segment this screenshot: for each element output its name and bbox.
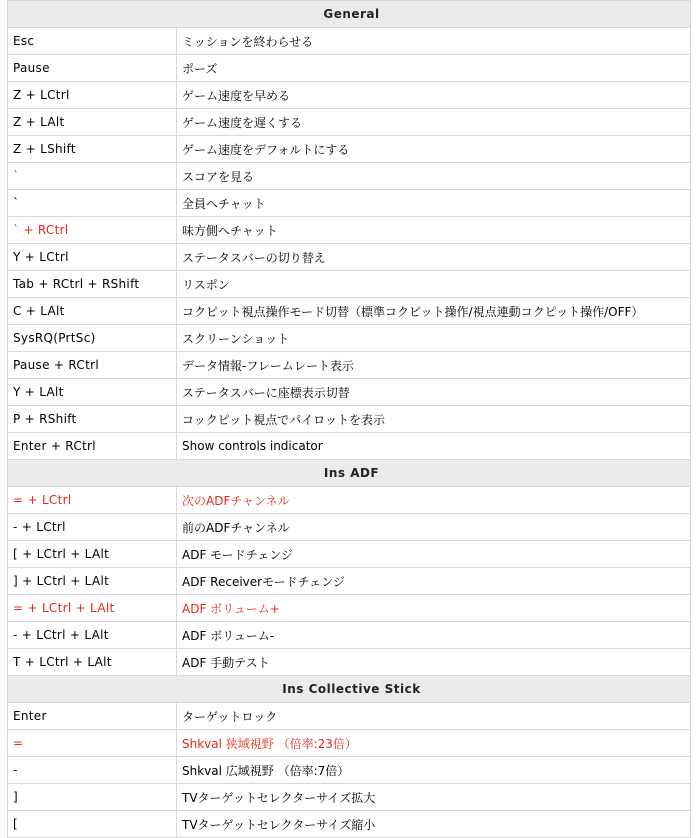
key-combo-cell: Pause + RCtrl [8, 352, 177, 379]
table-row [8, 406, 691, 433]
table-row [8, 514, 691, 541]
action-cell: ADF ボリューム- [177, 622, 691, 649]
table-row [8, 568, 691, 595]
action-cell: ミッションを終わらせる [177, 28, 691, 55]
table-row [8, 163, 691, 190]
action-cell: リスポン [177, 271, 691, 298]
key-combo-cell: ` [8, 163, 177, 190]
action-cell: ゲーム速度を遅くする [177, 109, 691, 136]
table-row [8, 784, 691, 811]
action-cell: 全員へチャット [177, 190, 691, 217]
table-row [8, 703, 691, 730]
action-cell: 次のADFチャンネル [177, 487, 691, 514]
action-cell: TVターゲットセレクターサイズ縮小 [177, 811, 691, 838]
table-row [8, 379, 691, 406]
key-combo-cell: Tab + RCtrl + RShift [8, 271, 177, 298]
action-cell: スクリーンショット [177, 325, 691, 352]
action-cell: コックピット視点でパイロットを表示 [177, 406, 691, 433]
section-title: General [8, 1, 691, 28]
key-combo-cell: Z + LAlt [8, 109, 177, 136]
keybinding-page [7, 0, 690, 838]
table-row [8, 811, 691, 838]
key-combo-cell: = [8, 730, 177, 757]
section-title: Ins ADF [8, 460, 691, 487]
section-header-row [8, 1, 691, 28]
key-combo-cell: Enter [8, 703, 177, 730]
table-row [8, 55, 691, 82]
table-row [8, 487, 691, 514]
key-combo-cell: C + LAlt [8, 298, 177, 325]
section-title: Ins Collective Stick [8, 676, 691, 703]
key-combo-cell: ] [8, 784, 177, 811]
table-row [8, 190, 691, 217]
key-combo-cell: Pause [8, 55, 177, 82]
table-row [8, 730, 691, 757]
table-row [8, 271, 691, 298]
key-combo-cell: ` + RCtrl [8, 217, 177, 244]
action-cell: コクピット視点操作モード切替（標準コクピット操作/視点連動コクピット操作/OFF） [177, 298, 691, 325]
key-combo-cell: - + LCtrl + LAlt [8, 622, 177, 649]
key-combo-cell: Z + LCtrl [8, 82, 177, 109]
action-cell: ステータスバーの切り替え [177, 244, 691, 271]
key-combo-cell: - [8, 757, 177, 784]
key-combo-cell: Y + LCtrl [8, 244, 177, 271]
key-combo-cell: - + LCtrl [8, 514, 177, 541]
table-row [8, 757, 691, 784]
table-row [8, 217, 691, 244]
key-combo-cell: Z + LShift [8, 136, 177, 163]
section-header-row [8, 676, 691, 703]
key-combo-cell: ] + LCtrl + LAlt [8, 568, 177, 595]
key-combo-cell: Enter + RCtrl [8, 433, 177, 460]
action-cell: ポーズ [177, 55, 691, 82]
action-cell: ADF Receiverモードチェンジ [177, 568, 691, 595]
action-cell: 味方側へチャット [177, 217, 691, 244]
action-cell: ゲーム速度をデフォルトにする [177, 136, 691, 163]
action-cell: ターゲットロック [177, 703, 691, 730]
keybinding-table-body [8, 1, 691, 838]
action-cell: スコアを見る [177, 163, 691, 190]
action-cell: TVターゲットセレクターサイズ拡大 [177, 784, 691, 811]
key-combo-cell: [ [8, 811, 177, 838]
table-row [8, 622, 691, 649]
action-cell: Shkval 狭域視野 （倍率:23倍） [177, 730, 691, 757]
key-combo-cell: T + LCtrl + LAlt [8, 649, 177, 676]
table-row [8, 28, 691, 55]
table-row [8, 136, 691, 163]
action-cell: ADF モードチェンジ [177, 541, 691, 568]
key-combo-cell: Y + LAlt [8, 379, 177, 406]
keybinding-table [7, 0, 691, 838]
key-combo-cell: Esc [8, 28, 177, 55]
table-row [8, 244, 691, 271]
table-row [8, 541, 691, 568]
action-cell: ゲーム速度を早める [177, 82, 691, 109]
action-cell: ステータスバーに座標表示切替 [177, 379, 691, 406]
action-cell: データ情報-フレームレート表示 [177, 352, 691, 379]
table-row [8, 352, 691, 379]
action-cell: ADF ボリューム+ [177, 595, 691, 622]
table-row [8, 595, 691, 622]
section-header-row [8, 460, 691, 487]
table-row [8, 649, 691, 676]
table-row [8, 298, 691, 325]
key-combo-cell: = + LCtrl [8, 487, 177, 514]
action-cell: 前のADFチャンネル [177, 514, 691, 541]
action-cell: ADF 手動テスト [177, 649, 691, 676]
key-combo-cell: ` [8, 190, 177, 217]
action-cell: Show controls indicator [177, 433, 691, 460]
key-combo-cell: = + LCtrl + LAlt [8, 595, 177, 622]
key-combo-cell: P + RShift [8, 406, 177, 433]
table-row [8, 433, 691, 460]
action-cell: Shkval 広域視野 （倍率:7倍） [177, 757, 691, 784]
table-row [8, 109, 691, 136]
key-combo-cell: SysRQ(PrtSc) [8, 325, 177, 352]
table-row [8, 82, 691, 109]
key-combo-cell: [ + LCtrl + LAlt [8, 541, 177, 568]
table-row [8, 325, 691, 352]
